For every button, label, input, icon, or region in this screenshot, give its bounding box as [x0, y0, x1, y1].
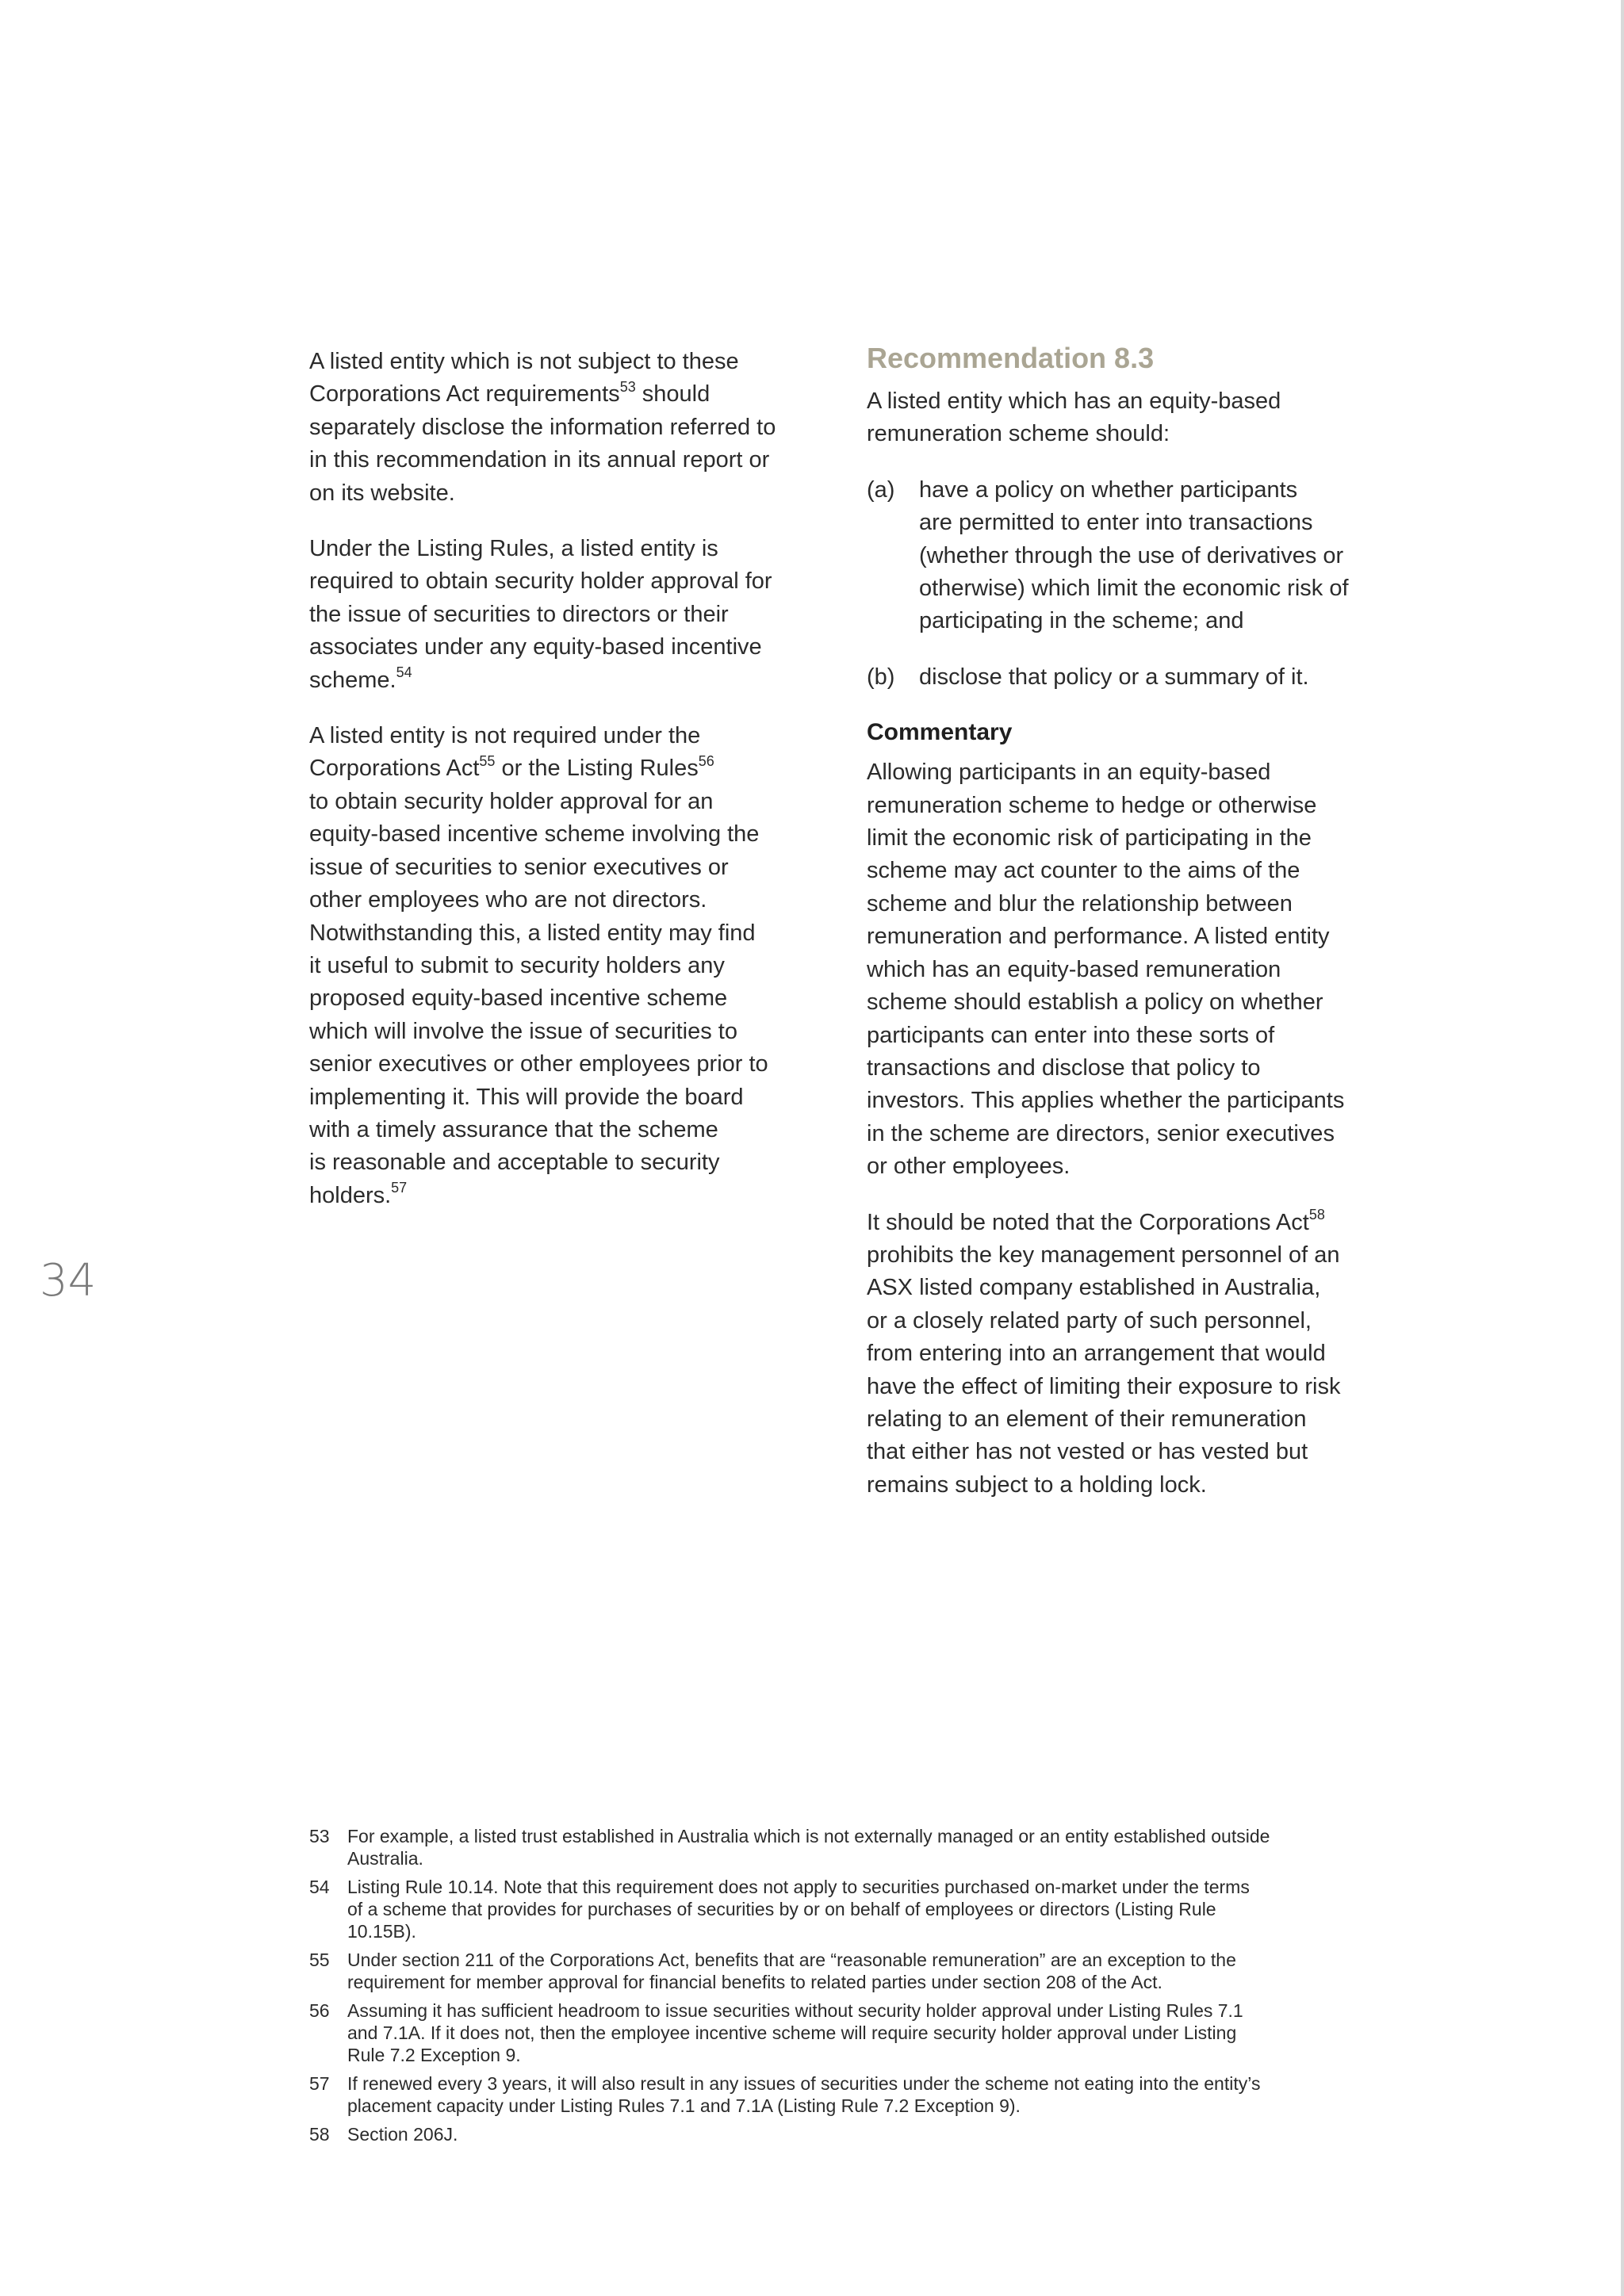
recommendation-intro: [867, 385, 1400, 451]
footnote-ref-56[interactable]: 56: [698, 752, 714, 769]
text-line: in the scheme are directors, senior executives: [867, 1120, 1335, 1146]
text-line: For example, a listed trust established in Australia which is not externally managed or an entity established outside: [347, 1826, 1270, 1846]
text-line: requirement for member approval for financial benefits to related parties under section 208 of the Act.: [347, 1972, 1162, 1992]
footnote-text: [347, 2072, 1260, 2117]
footnote-number: 53: [309, 1826, 330, 1846]
text-line: Rule 7.2 Exception 9.: [347, 2045, 521, 2065]
text-line: which has an equity-based remuneration: [867, 956, 1281, 982]
text-line: otherwise) which limit the economic risk of: [919, 576, 1349, 602]
commentary-heading: Commentary: [867, 719, 1013, 746]
footnote-54: [309, 1876, 1404, 1942]
text-line: the issue of securities to directors or their: [309, 601, 729, 627]
corporations-act-paragraph: [867, 1207, 1400, 1502]
text-line: Corporations Act requirements$^{53}$ should: [309, 378, 710, 408]
text-line: or a closely related party of such personnel,: [867, 1307, 1312, 1334]
footnote-number: 56: [309, 2000, 330, 2021]
footnote-ref-57[interactable]: 57: [391, 1180, 408, 1196]
text-line: placement capacity under Listing Rules 7.1 and 7.1A (Listing Rule 7.2 Exception 9).: [347, 2095, 1021, 2116]
footnote-57: [309, 2072, 1404, 2117]
text-line: implementing it. This will provide the board: [309, 1084, 744, 1110]
list-item-text: [919, 474, 1349, 638]
text-line: associates under any equity-based incentive: [309, 634, 762, 660]
text-line: participating in the scheme; and: [919, 608, 1244, 634]
text-line: which will involve the issue of securities to: [309, 1018, 737, 1044]
footnote-text: [347, 1999, 1243, 2066]
text-line: Notwithstanding this, a listed entity may find: [309, 920, 756, 946]
text-line: it useful to submit to security holders any: [309, 952, 725, 978]
text-line: Under the Listing Rules, a listed entity is: [309, 536, 718, 562]
list-item: [867, 661, 1400, 694]
text-line: Australia.: [347, 1848, 423, 1869]
text-line: of a scheme that provides for purchases of securities by or on behalf of employees or directors (Listing Rule: [347, 1899, 1216, 1919]
text-line: Listing Rule 10.14. Note that this requirement does not apply to securities purchased on-market under the terms: [347, 1877, 1250, 1897]
text-line: is reasonable and acceptable to security: [309, 1150, 720, 1176]
text-line: are permitted to enter into transactions: [919, 510, 1313, 536]
recommendation-heading: Recommendation 8.3: [867, 342, 1155, 374]
list-marker: (a): [867, 476, 895, 503]
text-line: equity-based incentive scheme involving the: [309, 821, 760, 848]
text-line: relating to an element of their remuneration: [867, 1406, 1307, 1432]
list-marker: (b): [867, 664, 895, 690]
text-line: Assuming it has sufficient headroom to issue securities without security holder approval under Listing Rules 7.1: [347, 2000, 1243, 2021]
footnote-text: [347, 1825, 1270, 1869]
text-line: that either has not vested or has vested but: [867, 1439, 1308, 1465]
page-number: 34: [40, 1255, 97, 1307]
list-item-text: [919, 661, 1309, 694]
list-item: [867, 474, 1400, 638]
text-line: from entering into an arrangement that would: [867, 1341, 1326, 1367]
right-column: [867, 342, 1400, 1525]
text-line: with a timely assurance that the scheme: [309, 1116, 718, 1142]
text-line: remains subject to a holding lock.: [867, 1471, 1207, 1498]
text-line: transactions and disclose that policy to: [867, 1054, 1261, 1081]
text-line: A listed entity which is not subject to these: [309, 349, 739, 374]
text-line: (whether through the use of derivatives or: [919, 542, 1344, 568]
footnote-number: 58: [309, 2124, 330, 2145]
text-line: and 7.1A. If it does not, then the employee incentive scheme will require security holder approval under Listing: [347, 2022, 1237, 2043]
text-line: scheme.$^{54}$: [309, 664, 412, 693]
text-line: scheme should establish a policy on whether: [867, 989, 1323, 1016]
text-line: participants can enter into these sorts of: [867, 1022, 1275, 1048]
footnote-58: [309, 2123, 1404, 2145]
text-line: Section 206J.: [347, 2124, 458, 2145]
text-line: separately disclose the information referred to: [309, 414, 776, 440]
text-line: limit the economic risk of participating in the: [867, 825, 1312, 851]
text-line: Allowing participants in an equity-based: [867, 760, 1271, 786]
footnote-56: [309, 1999, 1404, 2066]
footnote-number: 57: [309, 2073, 330, 2094]
text-line: A listed entity is not required under the: [309, 723, 701, 749]
text-line: have the effect of limiting their exposure to risk: [867, 1373, 1341, 1399]
footnote-number: 55: [309, 1950, 330, 1970]
text-line: Under section 211 of the Corporations Act, benefits that are “reasonable remuneration” are an exception to the: [347, 1950, 1236, 1970]
footnote-ref-55[interactable]: 55: [479, 752, 496, 769]
footnote-text: [347, 2123, 458, 2145]
text-line: on its website.: [309, 480, 455, 506]
text-line: remuneration and performance. A listed entity: [867, 924, 1330, 950]
text-line: investors. This applies whether the participants: [867, 1088, 1345, 1114]
text-line: remuneration scheme should:: [867, 421, 1170, 447]
text-line: senior executives or other employees prior to: [309, 1051, 768, 1077]
left-paragraph-2: [309, 533, 833, 697]
text-line: required to obtain security holder approval for: [309, 568, 772, 595]
text-line: other employees who are not directors.: [309, 887, 707, 913]
left-column: [309, 346, 833, 1235]
text-line: proposed equity-based incentive scheme: [309, 985, 728, 1012]
text-line: remuneration scheme to hedge or otherwise: [867, 792, 1317, 818]
text-line: scheme and blur the relationship between: [867, 890, 1293, 916]
text-line: A listed entity which has an equity-based: [867, 388, 1281, 414]
text-line: scheme may act counter to the aims of the: [867, 858, 1300, 884]
text-line: disclose that policy or a summary of it.: [919, 664, 1309, 690]
footnote-number: 54: [309, 1877, 330, 1897]
footnote-ref-53[interactable]: 53: [619, 378, 636, 395]
footnotes: [309, 1825, 1404, 2152]
text-line: prohibits the key management personnel of an: [867, 1242, 1340, 1268]
text-line: holders.$^{57}$: [309, 1180, 408, 1208]
text-line: in this recommendation in its annual report or: [309, 447, 770, 473]
text-line: issue of securities to senior executives or: [309, 854, 729, 880]
footnote-ref-54[interactable]: 54: [396, 664, 412, 680]
commentary-paragraph: [867, 756, 1400, 1183]
left-paragraph-1: [309, 346, 833, 510]
text-line: It should be noted that the Corporations Act$^{58}$: [867, 1206, 1325, 1235]
text-line: to obtain security holder approval for an: [309, 788, 714, 814]
text-line: Corporations Act$^{55}$ or the Listing Rules$^{56}$: [309, 752, 714, 782]
left-paragraph-3: [309, 720, 833, 1212]
text-line: ASX listed company established in Australia,: [867, 1275, 1321, 1301]
footnote-text: [347, 1876, 1250, 1942]
footnote-53: [309, 1825, 1404, 1869]
text-line: or other employees.: [867, 1154, 1071, 1180]
text-line: 10.15B).: [347, 1921, 416, 1942]
footnote-text: [347, 1949, 1236, 1993]
text-line: If renewed every 3 years, it will also result in any issues of securities under the scheme not eating into the entity’s: [347, 2073, 1261, 2094]
footnote-55: [309, 1949, 1404, 1993]
footnote-ref-58[interactable]: 58: [1308, 1206, 1325, 1223]
page-edge-shadow: [1621, 0, 1624, 2296]
text-line: have a policy on whether participants: [919, 476, 1298, 503]
